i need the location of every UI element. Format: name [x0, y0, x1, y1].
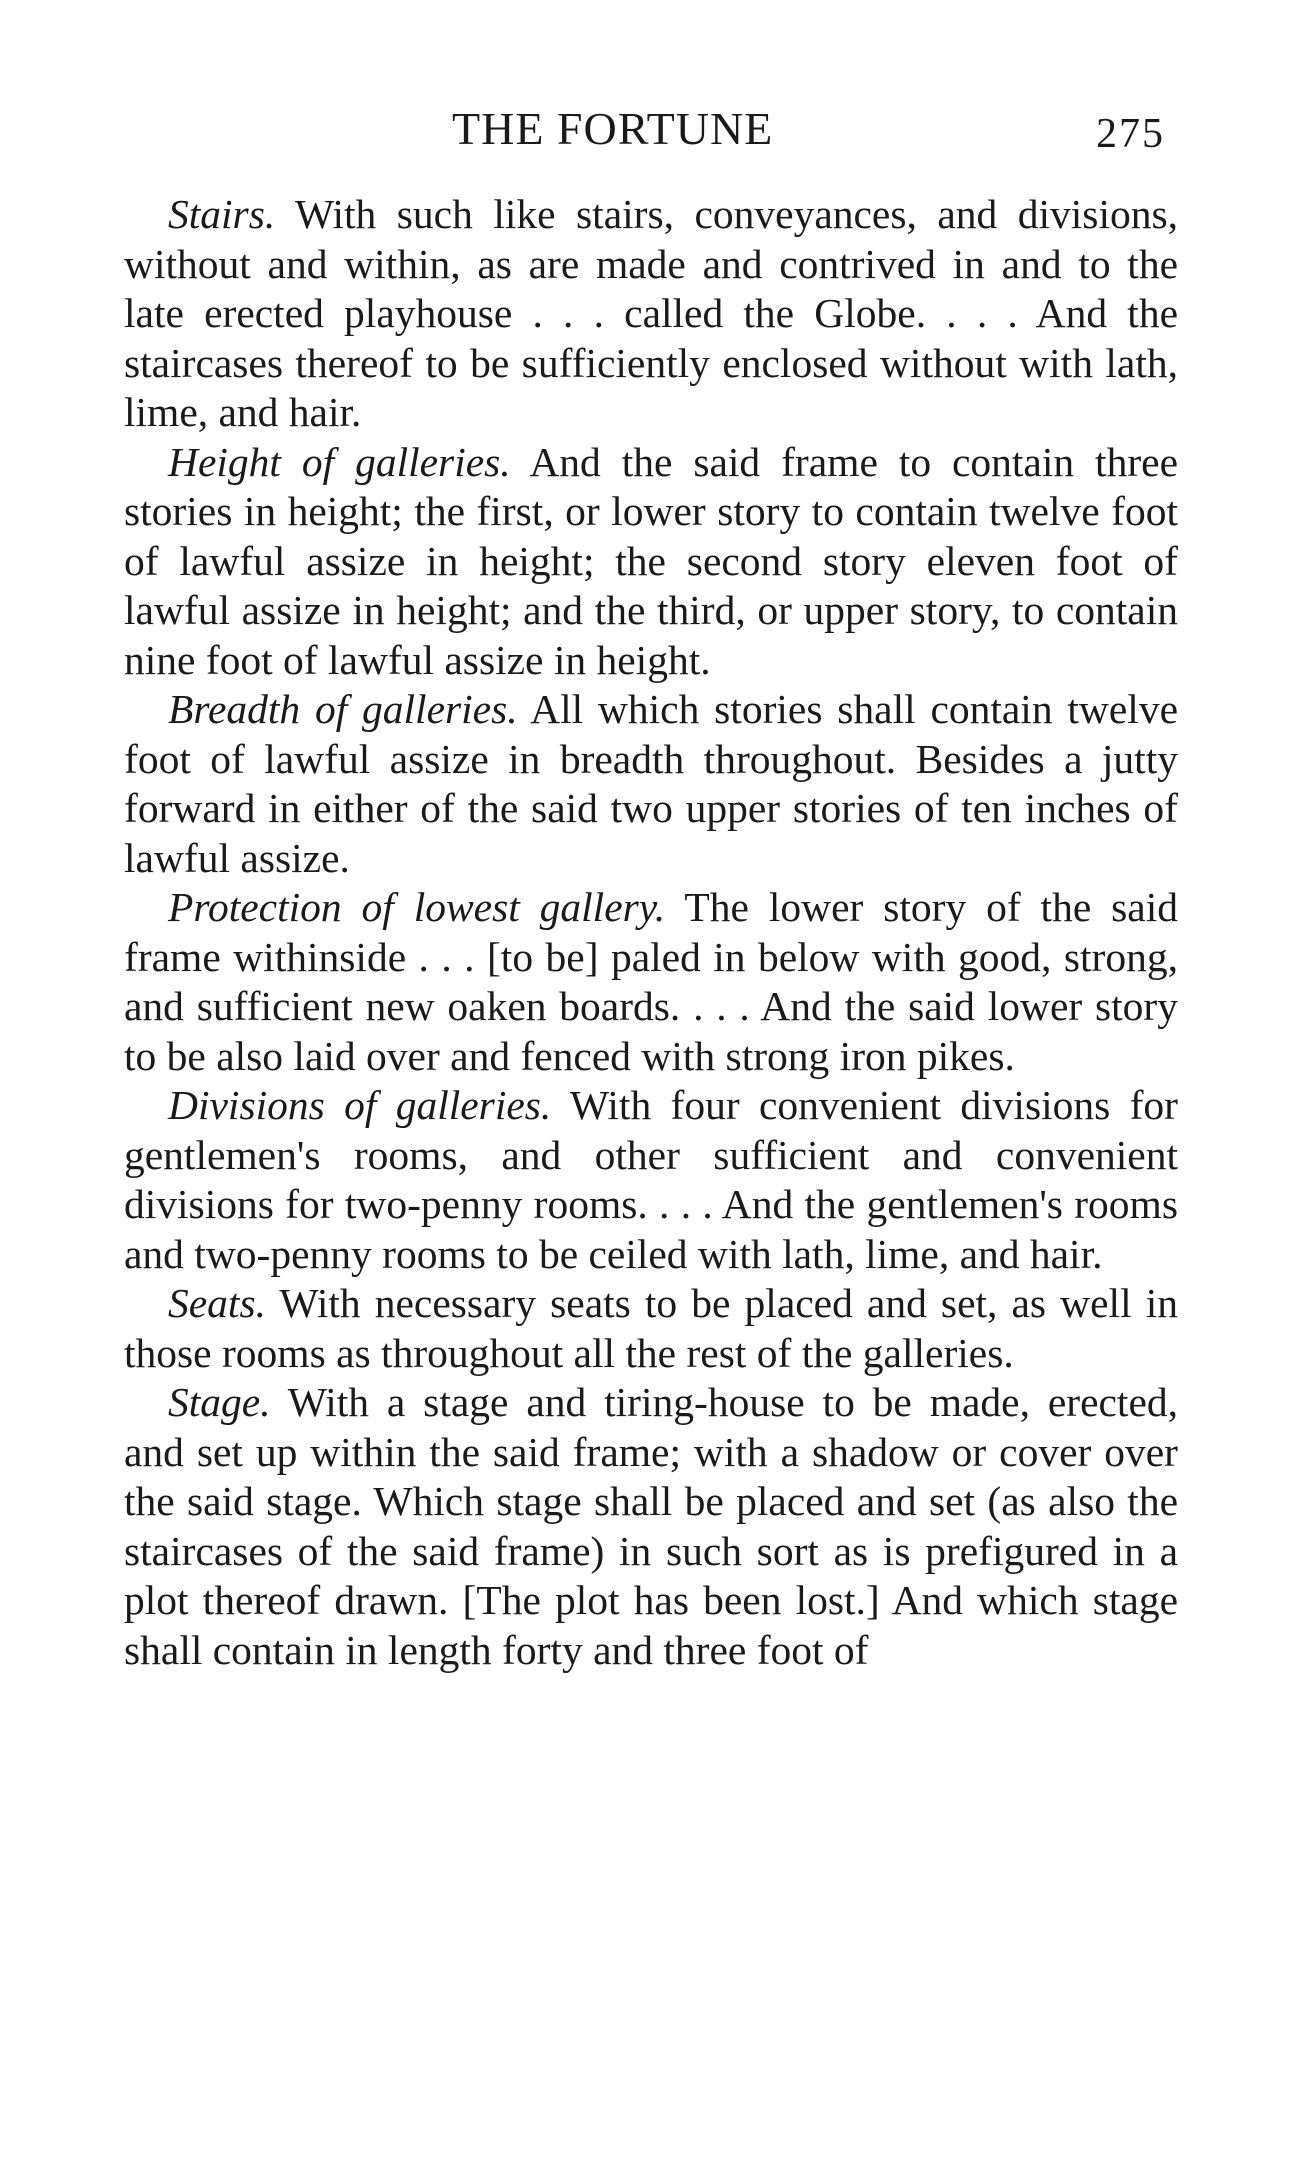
paragraph-stage: [124, 1378, 1178, 1675]
paragraph-text: The lower story of the said frame withinside . . . [to be] paled in below with good, strong, and sufficient new oaken boards. . . . And the said lower story to be also laid over and fenced with strong iron pikes.: [124, 884, 1178, 1079]
body-text: [124, 190, 1178, 1675]
paragraph-heading: Stairs.: [168, 191, 276, 237]
paragraph-heading: Height of galleries.: [168, 438, 511, 485]
paragraph-text: With such like stairs, conveyances, and divisions, without and within, as are made and contrived in and to the late erected playhouse . . . called the Globe. . . . And the staircases thereof to be sufficiently enclosed without with lath, lime, and hair.: [124, 191, 1178, 435]
paragraph-heading: Protection of lowest gallery.: [168, 884, 666, 930]
paragraph-protection-of-lowest-gallery: [124, 883, 1178, 1081]
paragraph-breadth-of-galleries: [124, 685, 1178, 883]
paragraph-divisions-of-galleries: [124, 1081, 1178, 1279]
paragraph-text: With necessary seats to be placed and set, as well in those rooms as throughout all the rest of the galleries.: [124, 1280, 1178, 1376]
paragraph-text: All which stories shall contain twelve foot of lawful assize in breadth throughout. Besides a jutty forward in either of the said two upper stories of ten inches of lawful assize.: [124, 686, 1178, 881]
paragraph-heading: Breadth of galleries.: [168, 686, 518, 732]
paragraph-text: With four convenient divisions for gentlemen's rooms, and other sufficient and convenient divisions for two-penny rooms. . . . And the gentlemen's rooms and two-penny rooms to be ceiled with lath, lime, and hair.: [124, 1082, 1178, 1277]
paragraph-heading: Divisions of galleries.: [168, 1082, 552, 1128]
paragraph-heading: Stage.: [168, 1379, 271, 1425]
paragraph-height-of-galleries: [124, 438, 1178, 686]
running-title: THE FORTUNE: [452, 103, 774, 154]
paragraph-text: And the said frame to contain three stories in height; the first, or lower story to contain twelve foot of lawful assize in height; the second story eleven foot of lawful assize in height; and the third, or upper story, to contain nine foot of lawful assize in height.: [124, 438, 1178, 683]
page-number: 275: [1096, 111, 1165, 157]
running-head: [0, 102, 1301, 162]
paragraph-heading: Seats.: [168, 1280, 266, 1326]
paragraph-text: With a stage and tiring-house to be made, erected, and set up within the said frame; with a shadow or cover over the said stage. Which stage shall be placed and set (as also the staircases of the said frame) in such sort as is prefigured in a plot thereof drawn. [The plot has been lost.] And which stage shall contain in length forty and three foot of: [124, 1379, 1178, 1673]
paragraph-seats: [124, 1279, 1178, 1378]
paragraph-stairs: [124, 190, 1178, 438]
